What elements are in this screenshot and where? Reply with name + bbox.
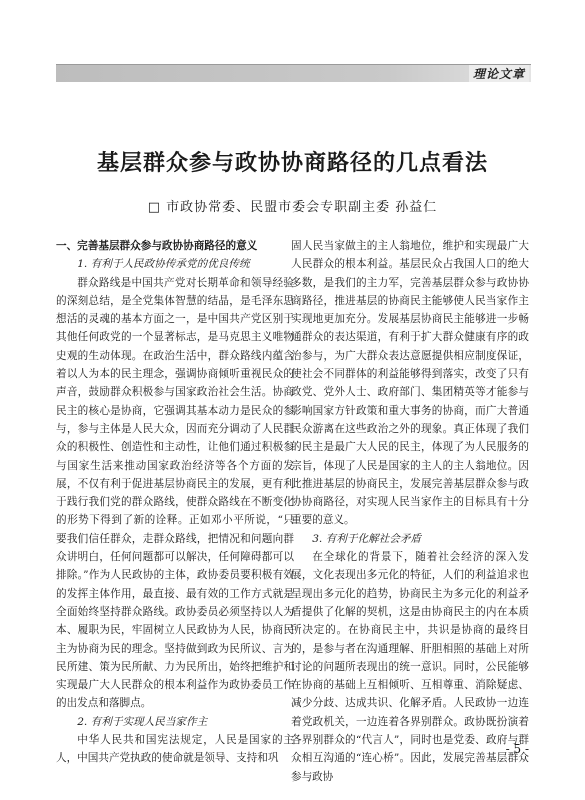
subsection-heading: 3. 有利于化解社会矛盾 [312, 532, 422, 545]
paragraph: 群众路线是中国共产党对长期革命和领导经验的深刻总结，是全党集体智慧的结晶，是毛泽东思想活的灵魂的基本方面之一，是中国共产党区别于其他任何政党的一个显著标志，是马克思主义唯物史观的生动体现。在政治生活中，群众路线内蕴含着以人为本的民主理念，强调协商倾听重视民众的声音，鼓励群众积极参与国家政治社会生活。协商民主的核心是协商，它强调其基本动力是民众的参与，参与主体是人民大众，因而充分调动了人民群众的积极性、创造性和主动性，让他们通过积极参与国家生活来推动国家政治经济等各个方面的发展，不仅有利于促进基层协商民主的发展，更有利于践行我们党的群众路线，使群众路线在不断变化的形势下得到了新的诠释。正如邓小平所说，“只要我们信任群众，走群众路线，把情况和问题向群众讲明白，任何问题都可以解决，任何障碍都可以排除。”作为人民政协的主体，政协委员要积极有效的发挥主体作用，最直接、最有效的工作方式就是全面始终坚持群众路线。政协委员必须坚持以人为本、履职为民，牢固树立人民政协为人民，协商民主为协商为民的理念。坚持做到政为民所议、言为民所建、策为民所献、力为民所出，始终把维护和实现最广大人民群众的根本利益作为政协委员工作的出发点和落脚点。 [56, 276, 294, 710]
section-header-bar [56, 64, 531, 82]
left-column [56, 237, 294, 768]
paragraph: 在全球化的背景下，随着社会经济的深入发展，文化表现出多元化的特征，人们的利益追求也呈现出多元化的趋势，协商民主为多元化的利益矛盾提供了化解的契机，这是由协商民主的内在本质所决定的。在协商民主中，共识是协商的最终目的，是参与者在沟通理解、肝胆相照的基础上对所讨论的问题所表现出的统一意识。同时，公民能够在协商的基础上互相倾听、互相尊重、消除疑虑、减少分歧、达成共识、化解矛盾。人民政协一边连着党政机关，一边连着各界别群众。政协既扮演着各界别群众的“代言人”，同时也是党委、政府与群众相互沟通的“连心桥”。因此，发展完善基层群众参与政协 [291, 551, 529, 783]
article-title: 基层群众参与政协协商路径的几点看法 [96, 150, 488, 176]
page-number: - 5 - [505, 742, 529, 756]
paragraph: 中华人民共和国宪法规定，人民是国家的主人，中国共产党执政的使命就是领导、支持和巩 [56, 734, 294, 765]
article-byline: □ 市政协常委、民盟市委会专职副主委 孙益仁 [147, 200, 438, 215]
right-column [291, 237, 529, 786]
subsection-heading: 1. 有利于人民政协传承党的优良传统 [77, 258, 250, 271]
subsection-heading: 2. 有利于实现人民当家作主 [77, 715, 208, 728]
paragraph-continued: 固人民当家做主的主人翁地位，维护和实现最广大人民群众的根本利益。基层民众占我国人口的绝大多数，是我们的主力军，完善基层群众参与政协协商路径，推进基层的协商民主能够使人民当家作主实现地更加充分。发展基层协商民主能够进一步畅通群众的表达渠道，有利于扩大群众健康有序的政治参与，为广大群众表达意愿提供相应制度保证，使社会不同群体的利益能够得到落实，改变了只有政党、党外人士、政府部门、集团精英等才能参与影响国家方针政策和重大事务的协商，而广大普通民众游离在这些政治之外的现象。真正体现了我们的民主是最广大人民的民主，体现了为人民服务的宗旨，体现了人民是国家的主人的主人翁地位。因此推进基层的协商民主，发展完善基层群众参与政协协商路径，对实现人民当家作主的目标具有十分重要的意义。 [291, 240, 529, 527]
section-label: 理论文章 [469, 65, 529, 82]
section-heading: 一、完善基层群众参与政协协商路径的意义 [56, 240, 258, 252]
